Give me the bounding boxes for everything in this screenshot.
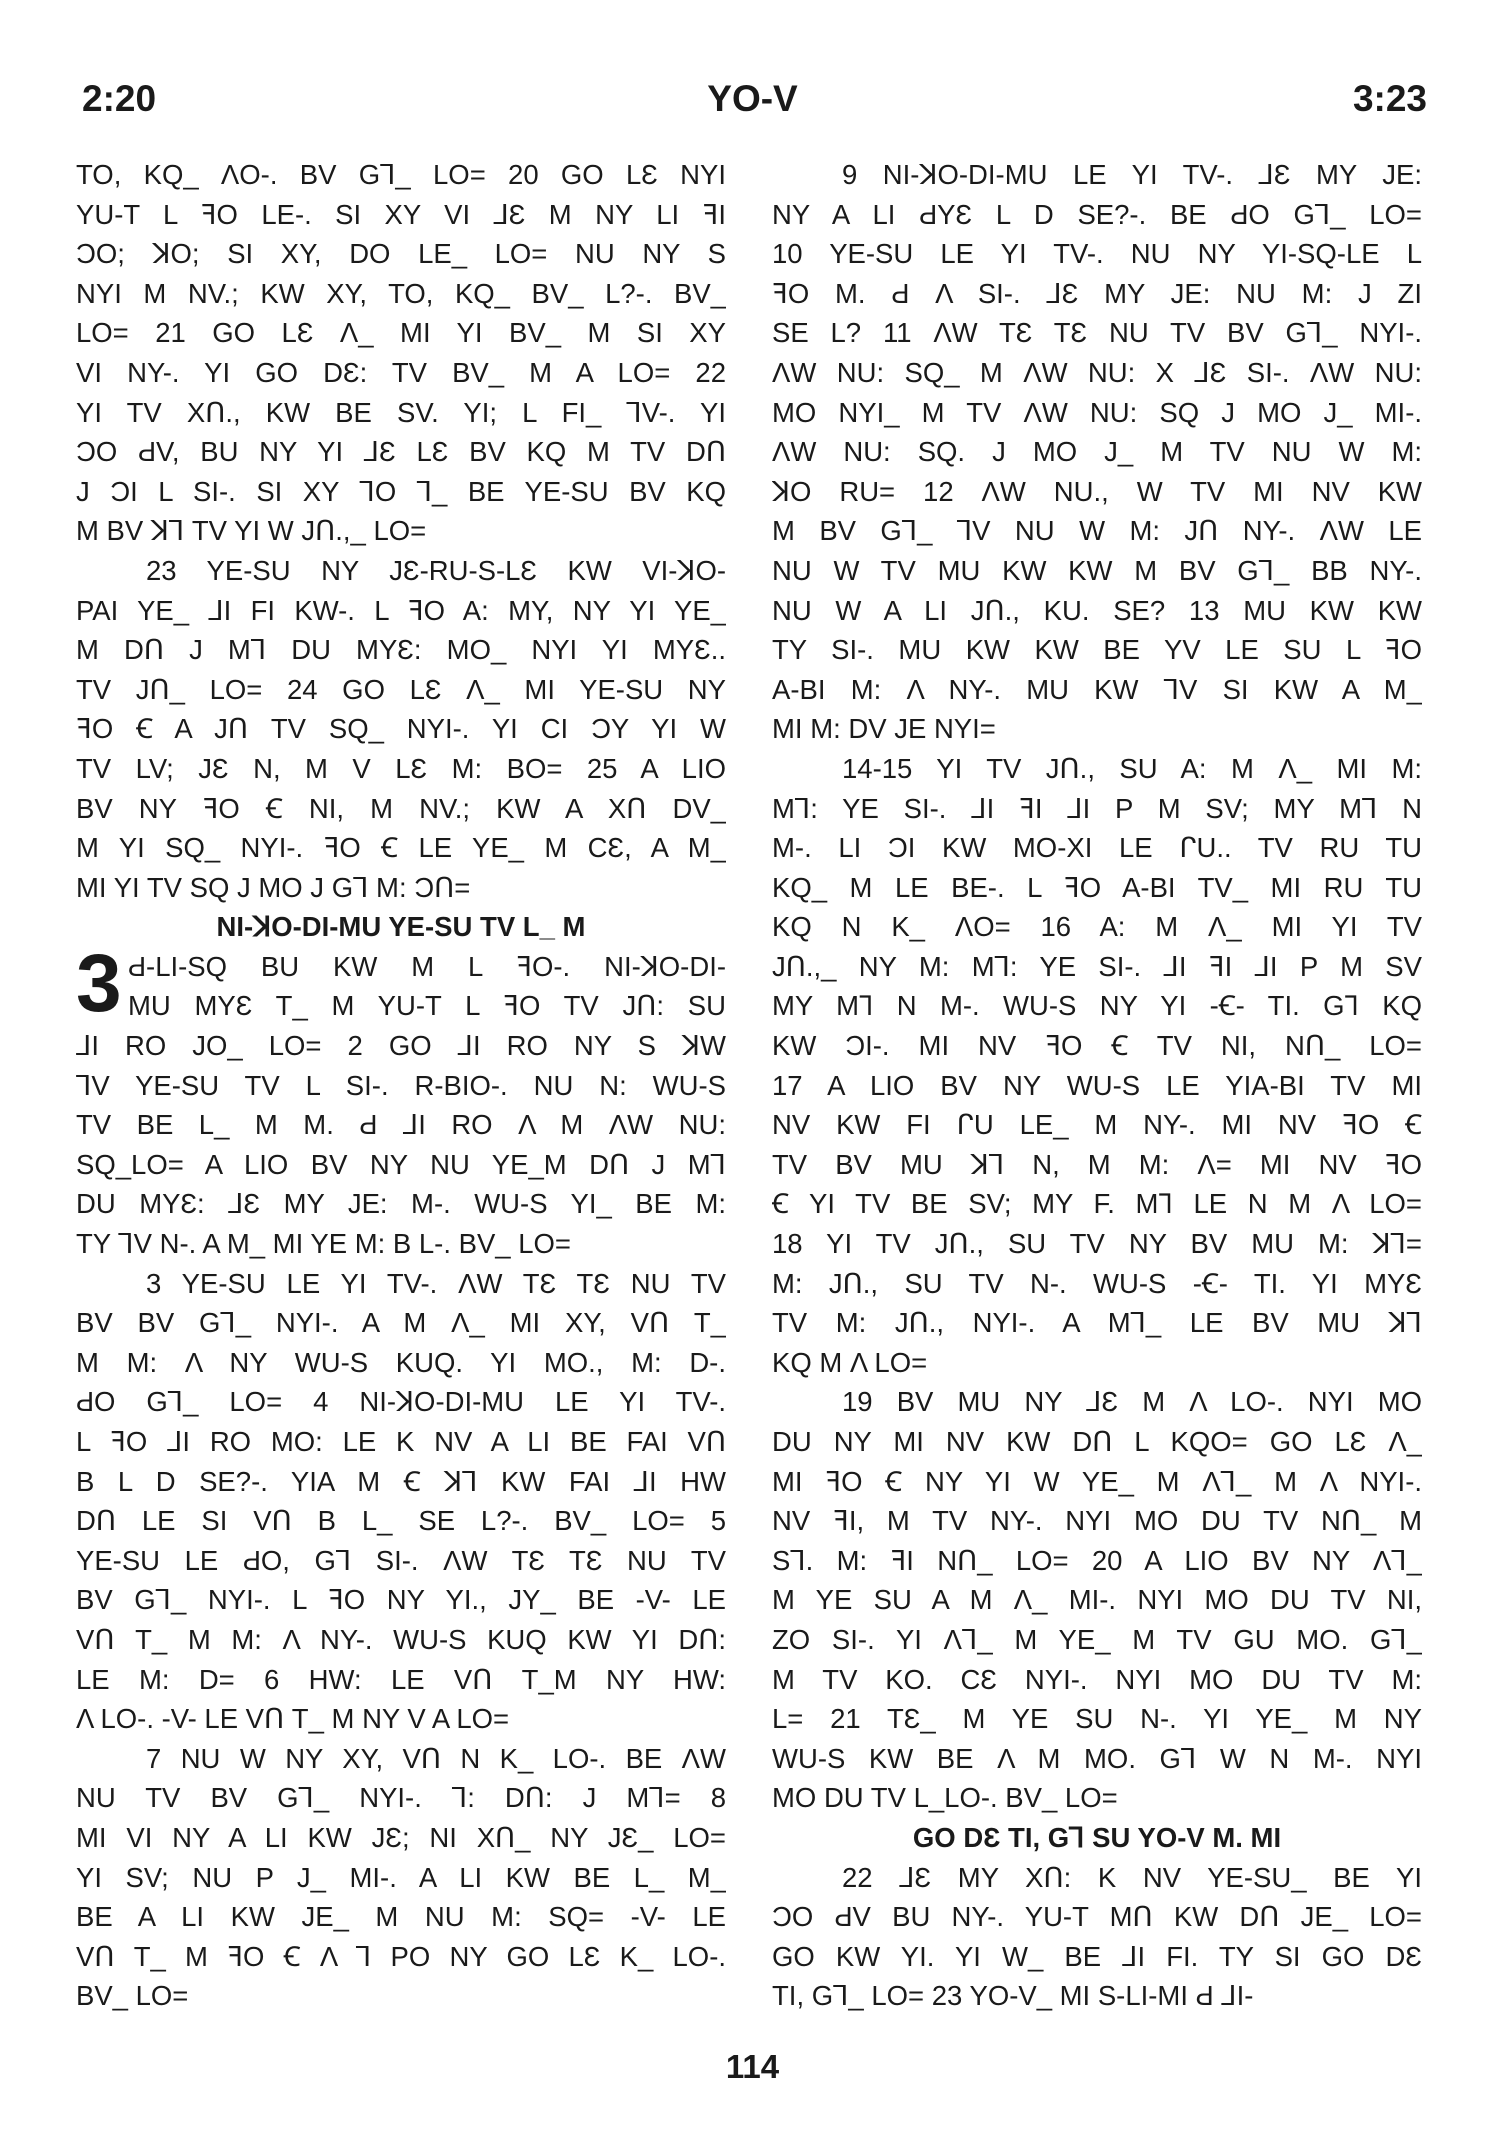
header-chapter-verse-start: 2:20 [82,78,157,119]
right-paragraph-v22 [772,1858,1422,2016]
right-paragraph-v14 [772,749,1422,1383]
text-line: GO KW YI. YI W_ BE ⅃I FI. TY SI GO DƐ [772,1940,1422,1972]
left-paragraph-ch3 [76,1026,726,1264]
text-line: MY M⅂ N M-. WU-S NY YI -Ꞓ- TI. G⅂ KQ [772,990,1422,1022]
text-line: NV ꟻI, M TV NY-. NYI MO DU TV NՈ_ M [772,1505,1422,1537]
text-line: Ԁ-LI-SQ BU KW M L ꟻO-. NI-ꓘO-DI- [128,950,726,982]
text-line: ⅃I RO JO_ LO= 2 GO ⅃I RO NY S ꓘW [76,1030,726,1062]
text-line: TY SI-. MU KW KW BE YV LE SU L ꟻO [772,634,1422,666]
text-line: TV M: JՈ., NYI-. A M⅂_ LE BV MU ꓘ⅂ [772,1307,1422,1339]
left-paragraph-v7 [76,1739,726,2016]
right-paragraph-v19 [772,1382,1422,1818]
text-line: MI YI TV SQ J MO J G⅂ M: ƆՈ= [76,871,471,903]
text-line: 22 ⅃Ɛ MY XՈ: K NV YE-SU_ BE YI [842,1861,1422,1893]
text-line: DU NY MI NV KW DՈ L KQO= GO LƐ Λ_ [772,1426,1422,1457]
text-line: M BV G⅂_ ⅂V NU W M: JՈ NY-. ΛW LE [772,515,1422,547]
text-line: B L D SE?-. YIA M Ꞓ ꓘ⅂ KW FAI ⅃I HW [76,1465,726,1497]
text-line: BV BV G⅂_ NYI-. A M Λ_ MI XY, VՈ T_ [76,1307,726,1339]
text-line: S⅂. M: ꟻI NՈ_ LO= 20 A LIO BV NY Λ⅂_ [772,1544,1422,1576]
text-line: YI TV XՈ., KW BE SV. YI; L FI_ ⅂V-. YI [76,396,726,428]
text-line: 10 YE-SU LE YI TV-. NU NY YI-SQ-LE L [772,238,1422,270]
text-line: M BV ꓘ⅂ TV YI W JՈ.,_ LO= [76,515,427,547]
text-line: TV BV MU ꓘ⅂ N, M M: Λ= MI NV ꟻO [772,1148,1422,1180]
text-line: 3 YE-SU LE YI TV-. ΛW TƐ TƐ NU TV [146,1267,726,1299]
text-line: NU W A LI JՈ., KU. SE? 13 MU KW KW [772,594,1422,626]
text-line: VI NY-. YI GO DƐ: TV BV_ M A LO= 22 [76,356,726,388]
text-line: YU-T L ꟻO LE-. SI XY VI ⅃Ɛ M NY LI ꟻI [76,198,726,230]
left-paragraph-top [76,155,726,551]
left-column [76,155,726,2016]
text-line: M YE SU A M Λ_ MI-. NYI MO DU TV NI, [772,1584,1422,1616]
text-line: TV LV; JƐ N, M V LƐ M: BO= 25 A LIO [76,752,726,784]
chapter-opening [76,937,726,1029]
text-line: PAI YE_ ⅃I FI KW-. L ꟻO A: MY, NY YI YE_ [76,594,726,626]
text-line: ƆO ԀV BU NY-. YU-T MՈ KW DՈ JE_ LO= [772,1901,1422,1933]
text-line: ꟻO Ꞓ A JՈ TV SQ_ NYI-. YI CI ƆY YI W [76,713,726,745]
header-book-title: YO-V [707,78,798,119]
text-line: ZO SI-. YI Λ⅂_ M YE_ M TV GU MO. G⅂_ [772,1623,1422,1655]
text-line: MO DU TV L_LO-. BV_ LO= [772,1782,1118,1814]
text-line: L ꟻO ⅃I RO MO: LE K NV A LI BE FAI VՈ [76,1426,726,1457]
section-heading: GO DƐ TI, G⅂ SU YO-V M. MI [912,1821,1282,1853]
text-line: M⅂: YE SI-. ⅃I ꟻI ⅃I P M SV; MY M⅂ N [772,792,1422,824]
text-line: DՈ LE SI VՈ B L_ SE L?-. BV_ LO= 5 [76,1505,726,1537]
text-line: WU-S KW BE Λ M MO. G⅂ W N M-. NYI [772,1742,1422,1774]
text-line: ƆO; ꓘO; SI XY, DO LE_ LO= NU NY S [76,238,726,270]
text-line: MI ꟻO Ꞓ NY YI W YE_ M Λ⅂_ M Λ NYI-. [772,1465,1422,1497]
text-line: YE-SU LE ԀO, G⅂ SI-. ΛW TƐ TƐ NU TV [76,1544,726,1576]
page-number: 114 [725,2048,780,2085]
text-line: MO NYI_ M TV ΛW NU: SQ J MO J_ MI-. [772,396,1422,428]
text-line: JՈ.,_ NY M: M⅂: YE SI-. ⅃I ꟻI ⅃I P M SV [772,950,1422,982]
text-line: TY ⅂V N-. A M_ MI YE M: B L-. BV_ LO= [76,1228,571,1260]
text-line: M M: Λ NY WU-S KUQ. YI MO., M: D-. [76,1346,726,1378]
text-line: 23 YE-SU NY JƐ-RU-S-LƐ KW VI-ꓘO- [146,554,726,586]
left-paragraph-v23 [76,551,726,907]
text-line: VՈ T_ M M: Λ NY-. WU-S KUQ KW YI DՈ: [76,1623,726,1655]
text-line: NY A LI ԀYƐ L D SE?-. BE ԀO G⅂_ LO= [772,198,1422,230]
header-chapter-verse-end: 3:23 [1352,78,1427,119]
text-line: M TV KO. CƐ NYI-. NYI MO DU TV M: [772,1663,1422,1695]
text-line: LE M: D= 6 HW: LE VՈ T_M NY HW: [76,1663,726,1695]
text-line: L= 21 TƐ_ M YE SU N-. YI YE_ M NY [772,1703,1422,1735]
text-line: LO= 21 GO LƐ Λ_ MI YI BV_ M SI XY [76,317,726,349]
text-line: ΛW NU: SQ_ M ΛW NU: X ⅃Ɛ SI-. ΛW NU: [772,356,1422,388]
text-line: A-BI M: Λ NY-. MU KW ⅂V SI KW A M_ [772,673,1422,705]
text-line: Ꞓ YI TV BE SV; MY F. M⅂ LE N M Λ LO= [772,1188,1422,1220]
text-line: KQ M Λ LO= [772,1346,928,1378]
text-line: SQ_LO= A LIO BV NY NU YE_M DՈ J M⅂ [76,1148,726,1180]
text-line: 9 NI-ꓘO-DI-MU LE YI TV-. ⅃Ɛ MY JE: [842,159,1422,190]
text-line: BE A LI KW JE_ M NU M: SQ= -V- LE [76,1901,726,1933]
text-line: 18 YI TV JՈ., SU TV NY BV MU M: ꓘ⅂= [772,1228,1422,1260]
text-line: MI M: DV JE NYI= [772,713,996,745]
text-line: ⅂V YE-SU TV L SI-. R-BIO-. NU N: WU-S [76,1069,726,1101]
text-line: ꟻO M. Ԁ Λ SI-. ⅃Ɛ MY JE: NU M: J ZI [772,277,1422,309]
text-line: BV_ LO= [76,1980,189,2012]
text-line: BV NY ꟻO Ꞓ NI, M NV.; KW A XՈ DV_ [76,792,726,824]
text-line: M YI SQ_ NYI-. ꟻO Ꞓ LE YE_ M CƐ, A M_ [76,832,726,864]
text-line: KQ_ M LE BE-. L ꟻO A-BI TV_ MI RU TU [772,871,1422,903]
text-line: ΛW NU: SQ. J MO J_ M TV NU W M: [772,436,1422,468]
text-line: MU MYƐ T_ M YU-T L ꟻO TV JՈ: SU [128,990,726,1022]
chapter-heading: NI-ꓘO-DI-MU YE-SU TV L_ M [216,911,586,943]
text-line: TV JՈ_ LO= 24 GO LƐ Λ_ MI YE-SU NY [76,673,726,705]
text-line: ꓘO RU= 12 ΛW NU., W TV MI NV KW [772,475,1422,507]
text-line: BV G⅂_ NYI-. L ꟻO NY YI., JY_ BE -V- LE [76,1584,726,1616]
text-line: DU MYƐ: ⅃Ɛ MY JE: M-. WU-S YI_ BE M: [76,1188,726,1220]
chapter-cap-lines [76,937,726,1029]
text-line: TV BE L_ M M. Ԁ ⅃I RO Λ M ΛW NU: [76,1109,726,1141]
text-line: NU W TV MU KW KW M BV G⅂_ BB NY-. [772,554,1422,586]
text-line: M: JՈ., SU TV N-. WU-S -Ꞓ- TI. YI MYƐ [772,1267,1422,1299]
text-line: M DՈ J M⅂ DU MYƐ: MO_ NYI YI MYƐ.. [76,634,726,666]
text-line: 7 NU W NY XY, VՈ N K_ LO-. BE ΛW [146,1742,726,1774]
right-paragraph-v9 [772,155,1422,749]
text-line: NU TV BV G⅂_ NYI-. ⅂: DՈ: J M⅂= 8 [76,1782,726,1814]
text-line: NV KW FI ᒋU LE_ M NY-. MI NV ꟻO Ꞓ [772,1109,1422,1141]
text-line: 17 A LIO BV NY WU-S LE YIA-BI TV MI [772,1069,1422,1101]
chapter-number: 3 [76,937,122,1029]
text-line: Λ LO-. -V- LE VՈ T_ M NY V A LO= [76,1703,510,1735]
text-line: 14-15 YI TV JՈ., SU A: M Λ_ MI M: [842,752,1422,784]
text-line: YI SV; NU P J_ MI-. A LI KW BE L_ M_ [76,1861,726,1893]
text-line: M-. LI ƆI KW MO-XI LE ᒋU.. TV RU TU [772,832,1422,864]
running-head [78,78,1427,138]
text-line: NYI M NV.; KW XY, TO, KQ_ BV_ L?-. BV_ [76,277,726,309]
text-line: MI VI NY A LI KW JƐ; NI XՈ_ NY JƐ_ LO= [76,1821,726,1853]
text-line: ƆO ԀV, BU NY YI ⅃Ɛ LƐ BV KQ M TV DՈ [76,436,726,468]
text-line: VՈ T_ M ꟻO Ꞓ Λ ⅂ PO NY GO LƐ K_ LO-. [76,1940,726,1972]
text-line: TO, KQ_ ΛO-. BV G⅂_ LO= 20 GO LƐ NYI [76,159,726,190]
text-line: KQ N K_ ΛO= 16 A: M Λ_ MI YI TV [772,911,1422,943]
text-line: J ƆI L SI-. SI XY ⅂O ⅂_ BE YE-SU BV KQ [76,475,726,507]
text-line: SE L? 11 ΛW TƐ TƐ NU TV BV G⅂_ NYI-. [772,317,1422,349]
left-paragraph-v3 [76,1264,726,1739]
text-line: 19 BV MU NY ⅃Ɛ M Λ LO-. NYI MO [842,1386,1422,1418]
text-line: TI, G⅂_ LO= 23 YO-V_ MI S-LI-MI Ԁ ⅃I- [772,1980,1254,2012]
text-line: ԀO G⅂_ LO= 4 NI-ꓘO-DI-MU LE YI TV-. [76,1386,726,1418]
text-line: KW ƆI-. MI NV ꟻO Ꞓ TV NI, NՈ_ LO= [772,1030,1422,1062]
right-column [772,155,1422,2016]
